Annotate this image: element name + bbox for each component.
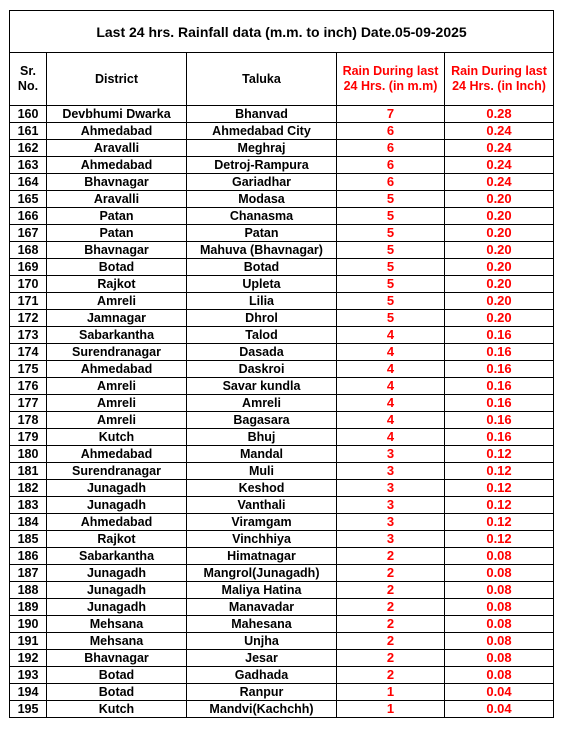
taluka-cell: Chanasma [187,208,337,225]
district-cell: Botad [47,684,187,701]
rain-inch-cell: 0.04 [445,701,554,718]
table-row [10,106,554,123]
table-row [10,633,554,650]
rain-mm-cell: 1 [337,701,445,718]
rain-mm-cell: 6 [337,174,445,191]
table-row [10,361,554,378]
rain-mm-cell: 5 [337,276,445,293]
rain-inch-cell: 0.24 [445,123,554,140]
district-cell: Junagadh [47,497,187,514]
sr-no-cell: 174 [10,344,47,361]
district-cell: Ahmedabad [47,157,187,174]
rain-mm-cell: 4 [337,378,445,395]
rain-inch-cell: 0.08 [445,582,554,599]
sr-no-cell: 169 [10,259,47,276]
taluka-cell: Maliya Hatina [187,582,337,599]
rain-mm-cell: 5 [337,225,445,242]
sr-no-cell: 195 [10,701,47,718]
table-row [10,650,554,667]
district-cell: Surendranagar [47,344,187,361]
table-row [10,378,554,395]
table-row [10,140,554,157]
sr-no-cell: 165 [10,191,47,208]
taluka-cell: Viramgam [187,514,337,531]
taluka-cell: Vinchhiya [187,531,337,548]
district-cell: Ahmedabad [47,361,187,378]
taluka-cell: Dasada [187,344,337,361]
district-cell: Devbhumi Dwarka [47,106,187,123]
sr-no-cell: 162 [10,140,47,157]
rain-mm-cell: 2 [337,667,445,684]
sr-no-cell: 171 [10,293,47,310]
taluka-cell: Modasa [187,191,337,208]
rain-inch-cell: 0.12 [445,514,554,531]
header-sr-no-label: Sr. No. [17,64,39,93]
rain-inch-cell: 0.08 [445,633,554,650]
taluka-cell: Ranpur [187,684,337,701]
table-row [10,293,554,310]
sr-no-cell: 161 [10,123,47,140]
rain-inch-cell: 0.08 [445,650,554,667]
table-row [10,480,554,497]
table-row [10,344,554,361]
taluka-cell: Unjha [187,633,337,650]
sr-no-cell: 178 [10,412,47,429]
rain-mm-cell: 2 [337,548,445,565]
table-row [10,395,554,412]
taluka-cell: Bhanvad [187,106,337,123]
rain-inch-cell: 0.28 [445,106,554,123]
sr-no-cell: 160 [10,106,47,123]
sr-no-cell: 188 [10,582,47,599]
rain-inch-cell: 0.20 [445,276,554,293]
district-cell: Jamnagar [47,310,187,327]
table-row [10,242,554,259]
rain-inch-cell: 0.16 [445,429,554,446]
taluka-cell: Keshod [187,480,337,497]
rain-inch-cell: 0.12 [445,531,554,548]
district-cell: Rajkot [47,276,187,293]
sr-no-cell: 184 [10,514,47,531]
rain-mm-cell: 5 [337,242,445,259]
taluka-cell: Gariadhar [187,174,337,191]
sr-no-cell: 163 [10,157,47,174]
sr-no-cell: 185 [10,531,47,548]
taluka-cell: Mandvi(Kachchh) [187,701,337,718]
sr-no-cell: 167 [10,225,47,242]
district-cell: Amreli [47,378,187,395]
taluka-cell: Detroj-Rampura [187,157,337,174]
sr-no-cell: 176 [10,378,47,395]
taluka-cell: Meghraj [187,140,337,157]
table-row [10,616,554,633]
sr-no-cell: 183 [10,497,47,514]
district-cell: Junagadh [47,565,187,582]
header-sr-no [10,53,47,106]
rain-inch-cell: 0.16 [445,344,554,361]
rain-mm-cell: 2 [337,616,445,633]
rain-inch-cell: 0.24 [445,157,554,174]
sr-no-cell: 175 [10,361,47,378]
district-cell: Aravalli [47,191,187,208]
district-cell: Junagadh [47,599,187,616]
district-cell: Patan [47,208,187,225]
rain-inch-cell: 0.24 [445,174,554,191]
district-cell: Kutch [47,701,187,718]
rain-mm-cell: 3 [337,446,445,463]
rain-mm-cell: 3 [337,514,445,531]
rain-mm-cell: 3 [337,463,445,480]
header-taluka: Taluka [187,53,337,106]
sr-no-cell: 194 [10,684,47,701]
table-row [10,174,554,191]
rain-mm-cell: 3 [337,480,445,497]
rain-inch-cell: 0.20 [445,293,554,310]
taluka-cell: Botad [187,259,337,276]
taluka-cell: Lilia [187,293,337,310]
sr-no-cell: 186 [10,548,47,565]
district-cell: Kutch [47,429,187,446]
table-row [10,531,554,548]
taluka-cell: Dhrol [187,310,337,327]
district-cell: Sabarkantha [47,327,187,344]
rain-inch-cell: 0.12 [445,463,554,480]
sr-no-cell: 173 [10,327,47,344]
taluka-cell: Patan [187,225,337,242]
rain-mm-cell: 6 [337,123,445,140]
rain-inch-cell: 0.24 [445,140,554,157]
rain-inch-cell: 0.16 [445,327,554,344]
rain-mm-cell: 4 [337,412,445,429]
district-cell: Aravalli [47,140,187,157]
district-cell: Amreli [47,412,187,429]
table-row [10,463,554,480]
table-body [10,106,554,718]
table-row [10,565,554,582]
rain-inch-cell: 0.20 [445,310,554,327]
sr-no-cell: 164 [10,174,47,191]
taluka-cell: Mangrol(Junagadh) [187,565,337,582]
rain-mm-cell: 1 [337,684,445,701]
rain-inch-cell: 0.08 [445,667,554,684]
taluka-cell: Bagasara [187,412,337,429]
rain-inch-cell: 0.16 [445,361,554,378]
taluka-cell: Mahuva (Bhavnagar) [187,242,337,259]
rain-mm-cell: 2 [337,599,445,616]
rain-mm-cell: 6 [337,157,445,174]
taluka-cell: Amreli [187,395,337,412]
report-title: Last 24 hrs. Rainfall data (m.m. to inch) Date.05-09-2025 [10,11,554,53]
rain-mm-cell: 2 [337,565,445,582]
rain-mm-cell: 6 [337,140,445,157]
table-row [10,276,554,293]
taluka-cell: Mahesana [187,616,337,633]
table-row [10,667,554,684]
sr-no-cell: 193 [10,667,47,684]
rain-mm-cell: 7 [337,106,445,123]
sr-no-cell: 190 [10,616,47,633]
taluka-cell: Upleta [187,276,337,293]
rain-mm-cell: 4 [337,395,445,412]
rain-mm-cell: 5 [337,259,445,276]
table-row [10,599,554,616]
district-cell: Amreli [47,395,187,412]
table-row [10,327,554,344]
table-row [10,497,554,514]
rain-mm-cell: 3 [337,531,445,548]
rain-inch-cell: 0.20 [445,208,554,225]
rain-mm-cell: 5 [337,293,445,310]
rain-inch-cell: 0.16 [445,395,554,412]
table-row [10,701,554,718]
rain-inch-cell: 0.16 [445,378,554,395]
table-row [10,412,554,429]
table-row [10,208,554,225]
taluka-cell: Savar kundla [187,378,337,395]
rain-inch-cell: 0.08 [445,548,554,565]
table-row [10,582,554,599]
table-row [10,446,554,463]
sr-no-cell: 170 [10,276,47,293]
district-cell: Sabarkantha [47,548,187,565]
taluka-cell: Daskroi [187,361,337,378]
rain-inch-cell: 0.20 [445,225,554,242]
table-row [10,225,554,242]
sr-no-cell: 168 [10,242,47,259]
rain-inch-cell: 0.16 [445,412,554,429]
taluka-cell: Mandal [187,446,337,463]
rain-inch-cell: 0.08 [445,599,554,616]
district-cell: Ahmedabad [47,514,187,531]
table-row [10,157,554,174]
taluka-cell: Bhuj [187,429,337,446]
district-cell: Amreli [47,293,187,310]
rain-mm-cell: 2 [337,633,445,650]
sr-no-cell: 180 [10,446,47,463]
taluka-cell: Muli [187,463,337,480]
rain-mm-cell: 2 [337,582,445,599]
rainfall-table [9,10,554,718]
rain-inch-cell: 0.12 [445,480,554,497]
taluka-cell: Himatnagar [187,548,337,565]
district-cell: Junagadh [47,480,187,497]
district-cell: Junagadh [47,582,187,599]
taluka-cell: Talod [187,327,337,344]
table-row [10,123,554,140]
district-cell: Botad [47,667,187,684]
rainfall-report [9,10,553,718]
taluka-cell: Vanthali [187,497,337,514]
sr-no-cell: 179 [10,429,47,446]
taluka-cell: Manavadar [187,599,337,616]
sr-no-cell: 172 [10,310,47,327]
sr-no-cell: 187 [10,565,47,582]
rain-inch-cell: 0.08 [445,565,554,582]
rain-mm-cell: 3 [337,497,445,514]
taluka-cell: Gadhada [187,667,337,684]
rain-inch-cell: 0.12 [445,446,554,463]
rain-mm-cell: 4 [337,344,445,361]
rain-inch-cell: 0.20 [445,259,554,276]
rain-inch-cell: 0.20 [445,191,554,208]
rain-mm-cell: 5 [337,191,445,208]
district-cell: Ahmedabad [47,123,187,140]
table-row [10,310,554,327]
sr-no-cell: 177 [10,395,47,412]
taluka-cell: Jesar [187,650,337,667]
district-cell: Bhavnagar [47,650,187,667]
sr-no-cell: 181 [10,463,47,480]
table-row [10,429,554,446]
sr-no-cell: 191 [10,633,47,650]
rain-mm-cell: 2 [337,650,445,667]
district-cell: Patan [47,225,187,242]
header-rain-mm: Rain During last 24 Hrs. (in m.m) [337,53,445,106]
district-cell: Ahmedabad [47,446,187,463]
rain-mm-cell: 4 [337,361,445,378]
district-cell: Rajkot [47,531,187,548]
table-row [10,684,554,701]
taluka-cell: Ahmedabad City [187,123,337,140]
rain-inch-cell: 0.08 [445,616,554,633]
district-cell: Bhavnagar [47,174,187,191]
sr-no-cell: 182 [10,480,47,497]
header-district: District [47,53,187,106]
rain-mm-cell: 5 [337,208,445,225]
sr-no-cell: 192 [10,650,47,667]
district-cell: Mehsana [47,616,187,633]
sr-no-cell: 166 [10,208,47,225]
rain-inch-cell: 0.12 [445,497,554,514]
table-row [10,514,554,531]
table-row [10,191,554,208]
rain-mm-cell: 4 [337,327,445,344]
table-row [10,548,554,565]
sr-no-cell: 189 [10,599,47,616]
rain-inch-cell: 0.20 [445,242,554,259]
district-cell: Botad [47,259,187,276]
table-row [10,259,554,276]
rain-inch-cell: 0.04 [445,684,554,701]
district-cell: Bhavnagar [47,242,187,259]
district-cell: Mehsana [47,633,187,650]
header-rain-inch: Rain During last 24 Hrs. (in Inch) [445,53,554,106]
rain-mm-cell: 5 [337,310,445,327]
district-cell: Surendranagar [47,463,187,480]
rain-mm-cell: 4 [337,429,445,446]
